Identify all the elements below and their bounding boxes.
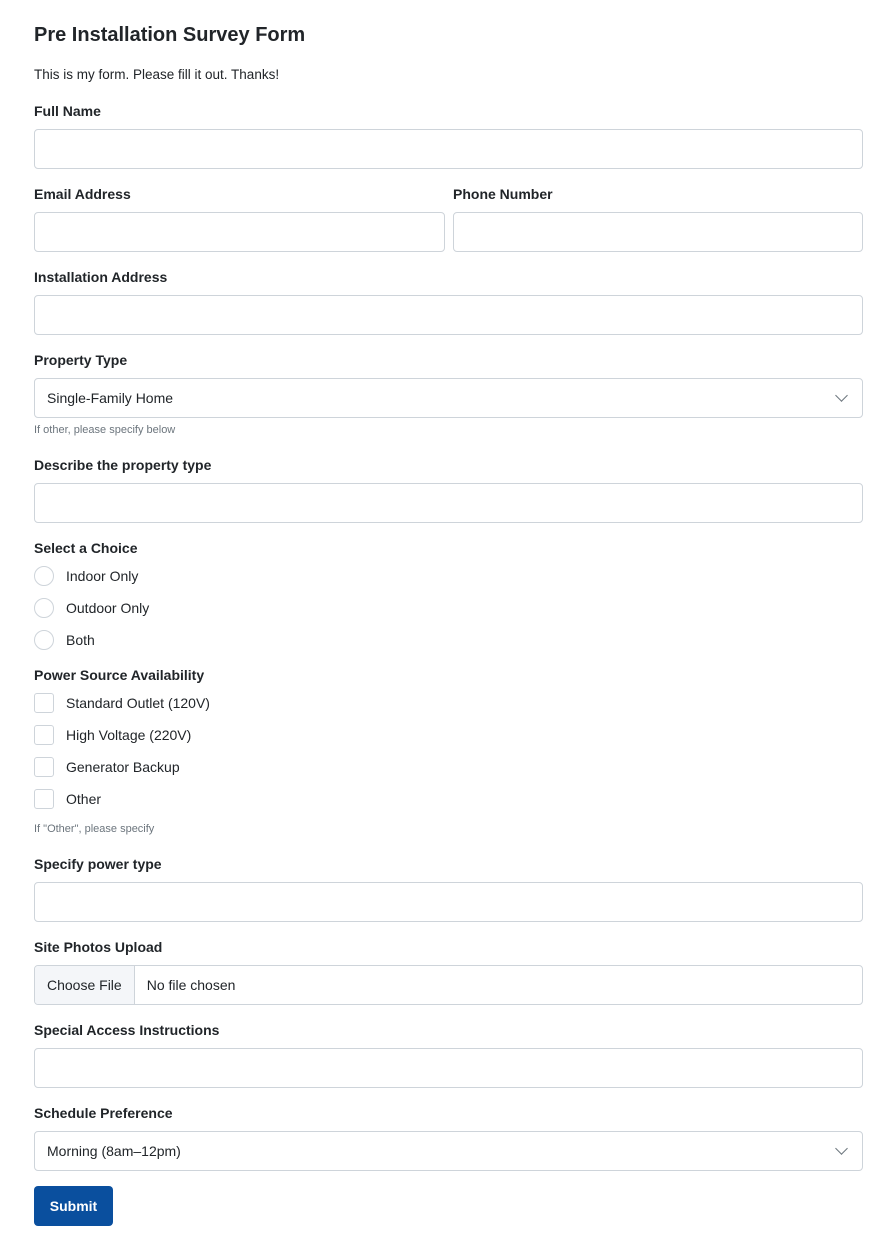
full-name-input[interactable] (34, 129, 863, 169)
radio-option-label: Both (66, 632, 95, 648)
checkbox-option-label: Generator Backup (66, 759, 180, 775)
special-access-label: Special Access Instructions (34, 1022, 220, 1038)
schedule-label: Schedule Preference (34, 1105, 173, 1121)
checkbox[interactable] (34, 725, 54, 745)
specify-power-label: Specify power type (34, 856, 162, 872)
property-type-select[interactable] (34, 378, 863, 418)
checkbox-option-standard-outlet[interactable] (34, 692, 210, 714)
checkbox[interactable] (34, 789, 54, 809)
radio-option-label: Indoor Only (66, 568, 139, 584)
checkbox-option-label: High Voltage (220V) (66, 727, 192, 743)
property-type-help: If other, please specify below (34, 424, 176, 436)
form-description: This is my form. Please fill it out. Thanks! (34, 67, 280, 82)
site-photos-file-input[interactable] (34, 965, 863, 1005)
form-title: Pre Installation Survey Form (34, 24, 306, 46)
checkbox[interactable] (34, 693, 54, 713)
power-source-help: If "Other", please specify (34, 823, 155, 835)
checkbox-option-other[interactable] (34, 788, 101, 810)
special-access-input[interactable] (34, 1048, 863, 1088)
file-status: No file chosen (146, 977, 236, 993)
site-photos-label: Site Photos Upload (34, 939, 163, 955)
radio-option-label: Outdoor Only (66, 600, 150, 616)
describe-property-input[interactable] (34, 483, 863, 523)
radio-option-indoor[interactable] (34, 565, 138, 587)
checkbox-option-generator[interactable] (34, 756, 180, 778)
checkbox[interactable] (34, 757, 54, 777)
property-type-label: Property Type (34, 352, 128, 368)
schedule-select[interactable] (34, 1131, 863, 1171)
installation-address-input[interactable] (34, 295, 863, 335)
choice-label: Select a Choice (34, 540, 138, 556)
radio-option-both[interactable] (34, 629, 95, 651)
checkbox-option-label: Standard Outlet (120V) (66, 695, 210, 711)
chevron-down-icon (835, 389, 848, 402)
checkbox-option-label: Other (66, 791, 102, 807)
full-name-label: Full Name (34, 103, 101, 119)
phone-label: Phone Number (453, 186, 553, 202)
radio-button[interactable] (34, 598, 54, 618)
power-source-label: Power Source Availability (34, 667, 205, 683)
specify-power-input[interactable] (34, 882, 863, 922)
phone-input[interactable] (453, 212, 863, 252)
submit-button[interactable]: Submit (34, 1186, 113, 1226)
installation-address-label: Installation Address (34, 269, 168, 285)
radio-button[interactable] (34, 566, 54, 586)
schedule-selected: Morning (8am–12pm) (47, 1143, 181, 1159)
email-input[interactable] (34, 212, 445, 252)
choose-file-button[interactable]: Choose File (35, 966, 135, 1004)
radio-button[interactable] (34, 630, 54, 650)
property-type-selected: Single-Family Home (47, 390, 174, 406)
radio-option-outdoor[interactable] (34, 597, 149, 619)
checkbox-option-high-voltage[interactable] (34, 724, 191, 746)
email-label: Email Address (34, 186, 131, 202)
chevron-down-icon (835, 1142, 848, 1155)
describe-property-label: Describe the property type (34, 457, 212, 473)
